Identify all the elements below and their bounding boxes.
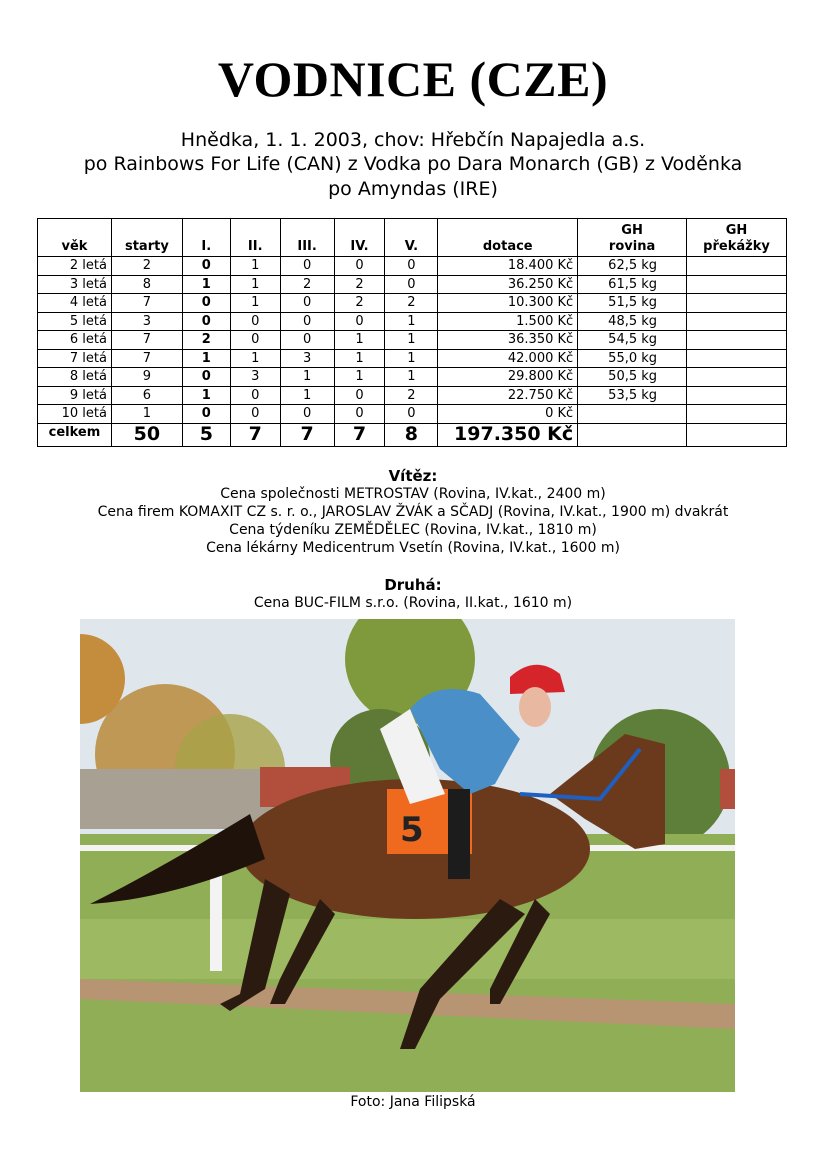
table-row <box>38 331 787 350</box>
cell-prize-money: 29.800 Kč <box>438 368 578 387</box>
cell-gh-flat <box>578 405 687 424</box>
cell-fifth: 1 <box>385 312 438 331</box>
race-stats-table <box>37 218 787 447</box>
table-row <box>38 368 787 387</box>
col-header-second: II. <box>230 219 280 257</box>
cell-gh-jumps <box>687 405 787 424</box>
total-cell-starts: 50 <box>111 423 182 446</box>
table-row <box>38 275 787 294</box>
cell-gh-jumps <box>687 257 787 276</box>
cell-first: 0 <box>182 312 230 331</box>
saddle-number: 5 <box>400 810 424 850</box>
cell-fourth: 0 <box>334 312 385 331</box>
cell-first: 1 <box>182 349 230 368</box>
cell-prize-money: 22.750 Kč <box>438 386 578 405</box>
cell-prize-money: 36.350 Kč <box>438 331 578 350</box>
cell-third: 0 <box>280 405 334 424</box>
col-header-starts: starty <box>111 219 182 257</box>
winner-race: Cena lékárny Medicentrum Vsetín (Rovina, IV.kat., 1600 m) <box>206 540 620 556</box>
cell-second: 1 <box>230 349 280 368</box>
table-row <box>38 386 787 405</box>
horse-photo-illustration <box>80 619 735 1092</box>
total-cell-fourth: 7 <box>334 423 385 446</box>
col-header-gh-flat <box>578 219 687 257</box>
cell-first: 1 <box>182 275 230 294</box>
cell-second: 3 <box>230 368 280 387</box>
table-row <box>38 349 787 368</box>
table-row <box>38 312 787 331</box>
cell-fifth: 1 <box>385 349 438 368</box>
cell-fourth: 1 <box>334 349 385 368</box>
col-header-fifth: V. <box>385 219 438 257</box>
cell-gh-flat: 51,5 kg <box>578 294 687 313</box>
cell-gh-flat: 62,5 kg <box>578 257 687 276</box>
cell-fifth: 0 <box>385 405 438 424</box>
cell-gh-jumps <box>687 386 787 405</box>
cell-fourth: 0 <box>334 386 385 405</box>
cell-gh-jumps <box>687 294 787 313</box>
cell-third: 0 <box>280 294 334 313</box>
cell-prize-money: 36.250 Kč <box>438 275 578 294</box>
gh-label: GH <box>621 223 643 238</box>
second-place-section <box>0 576 826 612</box>
cell-gh-jumps <box>687 368 787 387</box>
cell-second: 0 <box>230 386 280 405</box>
total-cell-second: 7 <box>230 423 280 446</box>
cell-first: 2 <box>182 331 230 350</box>
cell-second: 0 <box>230 405 280 424</box>
table-body <box>38 257 787 447</box>
second-place-heading: Druhá: <box>384 576 442 594</box>
cell-age: 9 letá <box>38 386 112 405</box>
cell-age: 6 letá <box>38 331 112 350</box>
cell-third: 3 <box>280 349 334 368</box>
cell-gh-jumps <box>687 349 787 368</box>
second-place-race: Cena BUC-FILM s.r.o. (Rovina, II.kat., 1610 m) <box>253 595 573 611</box>
cell-third: 0 <box>280 257 334 276</box>
table-row <box>38 294 787 313</box>
cell-first: 0 <box>182 294 230 313</box>
cell-starts: 6 <box>111 386 182 405</box>
cell-first: 0 <box>182 405 230 424</box>
cell-prize-money: 0 Kč <box>438 405 578 424</box>
cell-first: 0 <box>182 368 230 387</box>
cell-starts: 8 <box>111 275 182 294</box>
cell-fourth: 2 <box>334 275 385 294</box>
birth-info: Hnědka, 1. 1. 2003, chov: Hřebčín Napajedla a.s. <box>180 129 646 151</box>
cell-starts: 7 <box>111 331 182 350</box>
cell-starts: 9 <box>111 368 182 387</box>
table-row <box>38 257 787 276</box>
cell-age: 3 letá <box>38 275 112 294</box>
cell-fourth: 1 <box>334 368 385 387</box>
winner-section <box>0 467 826 557</box>
cell-starts: 7 <box>111 294 182 313</box>
total-cell-fifth: 8 <box>385 423 438 446</box>
cell-fifth: 0 <box>385 275 438 294</box>
cell-second: 0 <box>230 312 280 331</box>
cell-first: 0 <box>182 257 230 276</box>
cell-third: 1 <box>280 368 334 387</box>
cell-prize-money: 1.500 Kč <box>438 312 578 331</box>
cell-gh-flat: 55,0 kg <box>578 349 687 368</box>
cell-gh-flat: 48,5 kg <box>578 312 687 331</box>
cell-third: 1 <box>280 386 334 405</box>
cell-starts: 1 <box>111 405 182 424</box>
cell-second: 1 <box>230 257 280 276</box>
gh-label: GH <box>725 223 748 238</box>
cell-starts: 2 <box>111 257 182 276</box>
cell-gh-jumps <box>687 275 787 294</box>
winner-race: Cena týdeníku ZEMĚDĚLEC (Rovina, IV.kat., 1810 m) <box>229 522 597 538</box>
cell-fourth: 1 <box>334 331 385 350</box>
col-header-first: I. <box>182 219 230 257</box>
cell-gh-flat: 54,5 kg <box>578 331 687 350</box>
gh-flat-label: rovina <box>608 239 656 254</box>
cell-fifth: 2 <box>385 294 438 313</box>
col-header-age: věk <box>38 219 112 257</box>
winner-heading: Vítěz: <box>388 467 438 485</box>
table-row <box>38 405 787 424</box>
col-header-third: III. <box>280 219 334 257</box>
total-cell-age: celkem <box>38 423 112 446</box>
cell-fifth: 0 <box>385 257 438 276</box>
cell-gh-jumps <box>687 312 787 331</box>
winner-race: Cena firem KOMAXIT CZ s. r. o., JAROSLAV ŽVÁK a SČADJ (Rovina, IV.kat., 1900 m) dvakrát <box>97 504 729 520</box>
winner-race: Cena společnosti METROSTAV (Rovina, IV.kat., 2400 m) <box>220 486 606 502</box>
cell-age: 4 letá <box>38 294 112 313</box>
col-header-fourth: IV. <box>334 219 385 257</box>
cell-age: 2 letá <box>38 257 112 276</box>
cell-fourth: 0 <box>334 257 385 276</box>
cell-fifth: 2 <box>385 386 438 405</box>
col-header-prize-money: dotace <box>438 219 578 257</box>
cell-second: 1 <box>230 275 280 294</box>
photo-credit: Foto: Jana Filipská <box>350 1094 476 1110</box>
cell-prize-money: 18.400 Kč <box>438 257 578 276</box>
cell-starts: 7 <box>111 349 182 368</box>
cell-third: 2 <box>280 275 334 294</box>
gh-jumps-label: překážky <box>703 239 770 254</box>
cell-fourth: 0 <box>334 405 385 424</box>
cell-prize-money: 10.300 Kč <box>438 294 578 313</box>
cell-third: 0 <box>280 331 334 350</box>
cell-fifth: 1 <box>385 368 438 387</box>
cell-age: 7 letá <box>38 349 112 368</box>
horse-photo <box>80 619 735 1092</box>
cell-second: 0 <box>230 331 280 350</box>
total-cell-first: 5 <box>182 423 230 446</box>
cell-gh-flat: 53,5 kg <box>578 386 687 405</box>
cell-age: 8 letá <box>38 368 112 387</box>
cell-gh-flat: 61,5 kg <box>578 275 687 294</box>
cell-prize-money: 42.000 Kč <box>438 349 578 368</box>
total-cell-gh-jumps <box>687 423 787 446</box>
cell-fourth: 2 <box>334 294 385 313</box>
total-cell-gh-flat <box>578 423 687 446</box>
cell-gh-flat: 50,5 kg <box>578 368 687 387</box>
cell-starts: 3 <box>111 312 182 331</box>
total-cell-third: 7 <box>280 423 334 446</box>
cell-gh-jumps <box>687 331 787 350</box>
col-header-gh-jumps <box>687 219 787 257</box>
horse-name-title: VODNICE (CZE) <box>217 51 609 107</box>
cell-age: 5 letá <box>38 312 112 331</box>
cell-second: 1 <box>230 294 280 313</box>
cell-third: 0 <box>280 312 334 331</box>
pedigree-line-2: po Amyndas (IRE) <box>328 178 498 200</box>
cell-fifth: 1 <box>385 331 438 350</box>
pedigree-line: po Rainbows For Life (CAN) z Vodka po Dara Monarch (GB) z Voděnka <box>83 153 743 175</box>
cell-age: 10 letá <box>38 405 112 424</box>
table-header-row <box>38 219 787 257</box>
table-total-row <box>38 423 787 446</box>
cell-first: 1 <box>182 386 230 405</box>
total-cell-prize-money: 197.350 Kč <box>438 423 578 446</box>
